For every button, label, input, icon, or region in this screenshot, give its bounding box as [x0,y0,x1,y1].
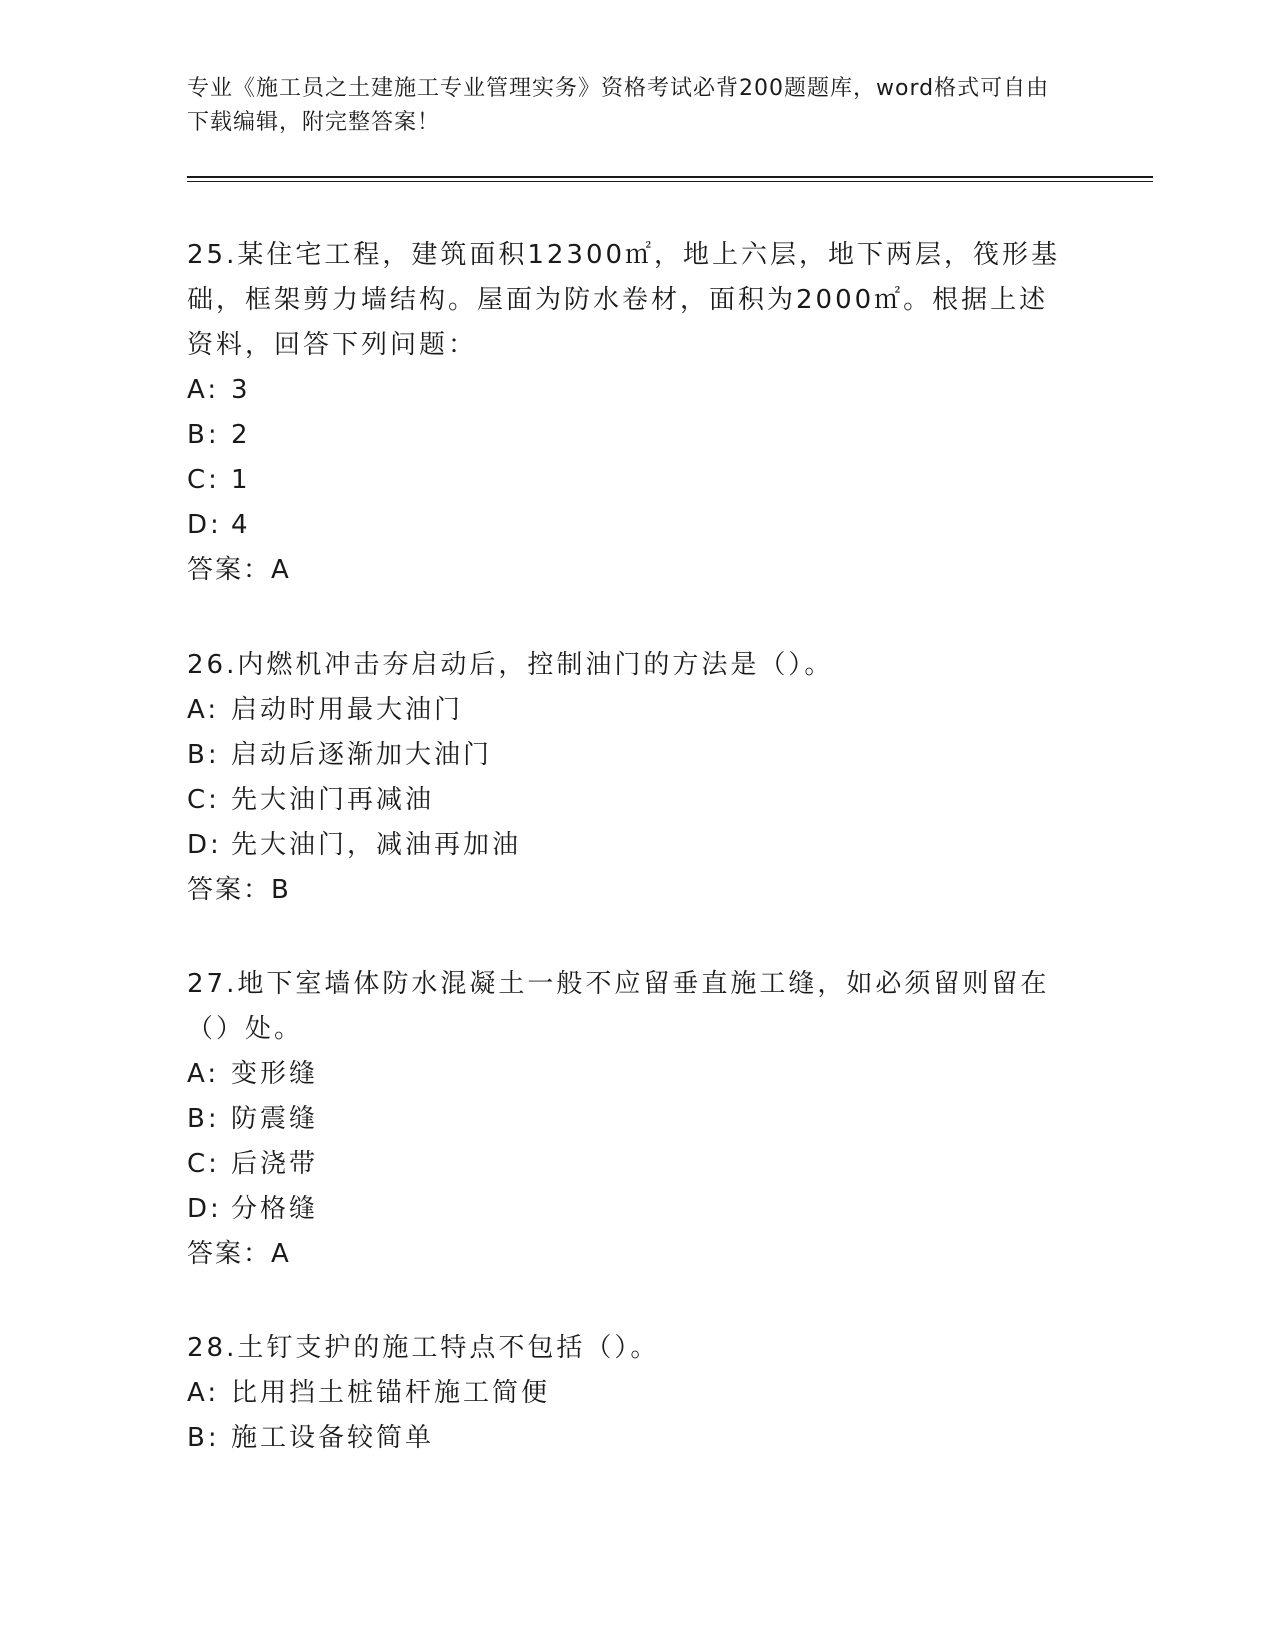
option-letter: B: [187,1104,220,1134]
option-letter: C: [187,785,220,815]
option-letter: D: [187,510,222,540]
option-b [187,1416,1067,1461]
option-letter: B: [187,420,220,450]
option-d [187,823,1067,868]
option-text: 比用挡土桩锚杆施工简便 [231,1378,551,1408]
option-c [187,458,1067,503]
option-d [187,503,1067,548]
question-27 [187,962,1067,1277]
option-text: 变形缝 [231,1059,319,1089]
option-a [187,1371,1067,1416]
option-letter: A: [187,1059,220,1089]
question-stem: 25.某住宅工程，建筑面积12300㎡，地上六层，地下两层，筏形基础，框架剪力墙结构。屋面为防水卷材，面积为2000㎡。根据上述资料，回答下列问题： [187,240,1061,360]
option-c [187,778,1067,823]
option-a [187,1052,1067,1097]
document-header: 专业《施工员之土建施工专业管理实务》资格考试必背200题题库，word格式可自由下载编辑，附完整答案！ [187,76,1050,135]
option-text: 4 [231,510,251,540]
option-c [187,1142,1067,1187]
answer-line: 答案：A [187,555,291,585]
option-b [187,413,1067,458]
option-a [187,688,1067,733]
header-divider-thick [187,176,1153,178]
question-stem: 26.内燃机冲击夯启动后，控制油门的方法是（）。 [187,650,834,680]
option-text: 2 [231,420,251,450]
option-d [187,1187,1067,1232]
question-stem: 28.土钉支护的施工特点不包括（）。 [187,1333,660,1363]
option-text: 先大油门再减油 [231,785,435,815]
option-text: 分格缝 [231,1194,319,1224]
option-text: 启动后逐渐加大油门 [231,740,493,770]
option-text: 1 [231,465,251,495]
header-divider-thin [187,181,1153,182]
option-letter: D: [187,830,222,860]
option-letter: A: [187,375,220,405]
question-25 [187,233,1067,593]
option-letter: C: [187,465,220,495]
option-letter: B: [187,1423,220,1453]
option-letter: A: [187,695,220,725]
question-stem: 27.地下室墙体防水混凝土一般不应留垂直施工缝，如必须留则留在（）处。 [187,969,1050,1044]
question-26 [187,643,1067,913]
option-text: 启动时用最大油门 [231,695,464,725]
option-text: 3 [231,375,251,405]
option-letter: D: [187,1194,222,1224]
option-letter: A: [187,1378,220,1408]
question-28 [187,1326,1067,1461]
answer-line: 答案：B [187,875,291,905]
option-b [187,1097,1067,1142]
option-letter: C: [187,1149,220,1179]
option-text: 先大油门，减油再加油 [231,830,522,860]
option-letter: B: [187,740,220,770]
option-text: 防震缝 [231,1104,319,1134]
option-text: 后浇带 [231,1149,319,1179]
option-b [187,733,1067,778]
answer-line: 答案：A [187,1239,291,1269]
option-a [187,368,1067,413]
option-text: 施工设备较简单 [231,1423,435,1453]
